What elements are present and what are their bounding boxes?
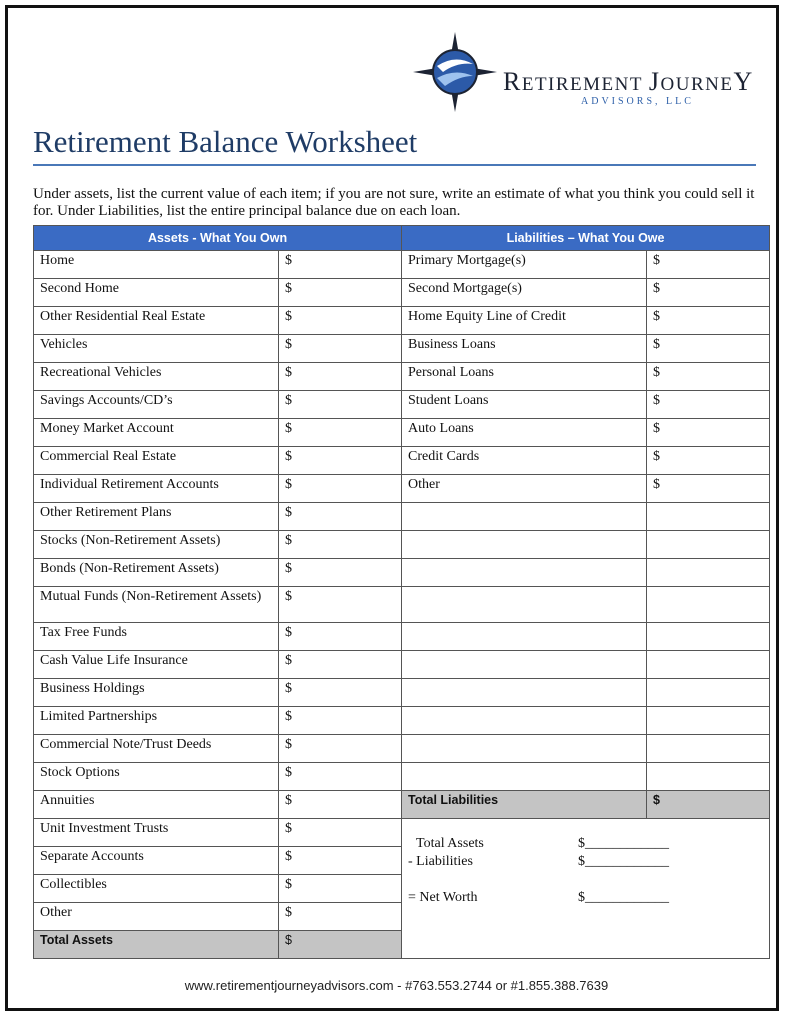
asset-label: Separate Accounts <box>34 847 279 875</box>
asset-value-field[interactable]: $ <box>279 651 402 679</box>
total-assets-value[interactable]: $ <box>279 931 402 959</box>
liability-label: Credit Cards <box>402 447 647 475</box>
asset-value-field[interactable]: $ <box>279 335 402 363</box>
blank-liability-cell[interactable] <box>402 587 647 623</box>
blank-liability-cell[interactable] <box>402 623 647 651</box>
liability-value-field[interactable]: $ <box>647 475 770 503</box>
blank-liability-value[interactable] <box>647 559 770 587</box>
liability-label: Student Loans <box>402 391 647 419</box>
liabilities-header: Liabilities – What You Owe <box>402 226 770 251</box>
blank-liability-cell[interactable] <box>402 735 647 763</box>
footer-contact: www.retirementjourneyadvisors.com - #763.553.2744 or #1.855.388.7639 <box>184 978 609 993</box>
blank-liability-value[interactable] <box>647 531 770 559</box>
title-divider <box>33 164 756 166</box>
total-assets-label: Total Assets <box>34 931 279 959</box>
asset-label: Other <box>34 903 279 931</box>
liability-label: Home Equity Line of Credit <box>402 307 647 335</box>
liability-value-field[interactable]: $ <box>647 307 770 335</box>
asset-label: Other Residential Real Estate <box>34 307 279 335</box>
asset-label: Commercial Note/Trust Deeds <box>34 735 279 763</box>
assets-header: Assets - What You Own <box>34 226 402 251</box>
asset-value-field[interactable]: $ <box>279 307 402 335</box>
asset-value-field[interactable]: $ <box>279 679 402 707</box>
blank-liability-value[interactable] <box>647 503 770 531</box>
blank-liability-value[interactable] <box>647 763 770 791</box>
blank-liability-cell[interactable] <box>402 651 647 679</box>
liability-label: Business Loans <box>402 335 647 363</box>
compass-icon <box>413 32 497 112</box>
asset-label: Unit Investment Trusts <box>34 819 279 847</box>
blank-liability-cell[interactable] <box>402 679 647 707</box>
asset-label: Annuities <box>34 791 279 819</box>
asset-label: Bonds (Non-Retirement Assets) <box>34 559 279 587</box>
summary-net-worth-label: = Net Worth <box>408 890 478 905</box>
asset-label: Individual Retirement Accounts <box>34 475 279 503</box>
total-liabilities-value[interactable]: $ <box>647 791 770 819</box>
liability-value-field[interactable]: $ <box>647 391 770 419</box>
page-title: Retirement Balance Worksheet <box>33 124 418 159</box>
asset-value-field[interactable]: $ <box>279 419 402 447</box>
asset-value-field[interactable]: $ <box>279 251 402 279</box>
liability-value-field[interactable]: $ <box>647 279 770 307</box>
asset-label: Vehicles <box>34 335 279 363</box>
summary-liabilities-value[interactable]: $____________ <box>578 854 670 869</box>
blank-liability-value[interactable] <box>647 735 770 763</box>
asset-value-field[interactable]: $ <box>279 363 402 391</box>
asset-label: Other Retirement Plans <box>34 503 279 531</box>
blank-liability-cell[interactable] <box>402 707 647 735</box>
liability-value-field[interactable]: $ <box>647 251 770 279</box>
liability-value-field[interactable]: $ <box>647 419 770 447</box>
total-liabilities-label: Total Liabilities <box>402 791 647 819</box>
asset-value-field[interactable]: $ <box>279 587 402 623</box>
asset-value-field[interactable]: $ <box>279 763 402 791</box>
liability-label: Primary Mortgage(s) <box>402 251 647 279</box>
summary-total-assets-value[interactable]: $____________ <box>578 836 670 851</box>
asset-value-field[interactable]: $ <box>279 531 402 559</box>
asset-label: Collectibles <box>34 875 279 903</box>
blank-liability-cell[interactable] <box>402 763 647 791</box>
liability-label: Other <box>402 475 647 503</box>
liability-value-field[interactable]: $ <box>647 363 770 391</box>
asset-label: Second Home <box>34 279 279 307</box>
asset-value-field[interactable]: $ <box>279 875 402 903</box>
asset-label: Commercial Real Estate <box>34 447 279 475</box>
blank-liability-value[interactable] <box>647 679 770 707</box>
logo-company-name: RETIREMENT JOURNEY <box>503 67 754 96</box>
worksheet-table <box>33 225 770 959</box>
asset-label: Home <box>34 251 279 279</box>
asset-label: Savings Accounts/CD’s <box>34 391 279 419</box>
instructions-text: Under assets, list the current value of each item; if you are not sure, write an estimate of what you think you could sell it for. Under Liabilities, list the entire principal balance due on each loan. <box>33 186 755 219</box>
blank-liability-cell[interactable] <box>402 559 647 587</box>
blank-liability-value[interactable] <box>647 651 770 679</box>
liability-value-field[interactable]: $ <box>647 447 770 475</box>
liability-label: Personal Loans <box>402 363 647 391</box>
asset-value-field[interactable]: $ <box>279 707 402 735</box>
blank-liability-value[interactable] <box>647 623 770 651</box>
asset-label: Business Holdings <box>34 679 279 707</box>
summary-net-worth-value[interactable]: $____________ <box>578 890 670 905</box>
logo-subtitle: ADVISORS, LLC <box>581 96 694 107</box>
asset-value-field[interactable]: $ <box>279 791 402 819</box>
summary-liabilities-label: - Liabilities <box>408 854 473 869</box>
asset-value-field[interactable]: $ <box>279 503 402 531</box>
blank-liability-cell[interactable] <box>402 531 647 559</box>
asset-value-field[interactable]: $ <box>279 847 402 875</box>
liability-label: Auto Loans <box>402 419 647 447</box>
blank-liability-value[interactable] <box>647 707 770 735</box>
asset-value-field[interactable]: $ <box>279 475 402 503</box>
asset-label: Cash Value Life Insurance <box>34 651 279 679</box>
asset-label: Limited Partnerships <box>34 707 279 735</box>
blank-liability-cell[interactable] <box>402 503 647 531</box>
asset-value-field[interactable]: $ <box>279 391 402 419</box>
asset-value-field[interactable]: $ <box>279 735 402 763</box>
asset-label: Stock Options <box>34 763 279 791</box>
asset-label: Recreational Vehicles <box>34 363 279 391</box>
asset-value-field[interactable]: $ <box>279 819 402 847</box>
asset-label: Stocks (Non-Retirement Assets) <box>34 531 279 559</box>
asset-label: Money Market Account <box>34 419 279 447</box>
asset-label: Mutual Funds (Non-Retirement Assets) <box>34 587 279 623</box>
asset-value-field[interactable]: $ <box>279 447 402 475</box>
liability-value-field[interactable]: $ <box>647 335 770 363</box>
blank-liability-value[interactable] <box>647 587 770 623</box>
asset-value-field[interactable]: $ <box>279 903 402 931</box>
net-worth-summary <box>402 819 770 959</box>
asset-value-field[interactable]: $ <box>279 559 402 587</box>
company-logo <box>413 32 773 112</box>
asset-label: Tax Free Funds <box>34 623 279 651</box>
asset-value-field[interactable]: $ <box>279 279 402 307</box>
liability-label: Second Mortgage(s) <box>402 279 647 307</box>
asset-value-field[interactable]: $ <box>279 623 402 651</box>
summary-total-assets-label: Total Assets <box>416 836 484 851</box>
